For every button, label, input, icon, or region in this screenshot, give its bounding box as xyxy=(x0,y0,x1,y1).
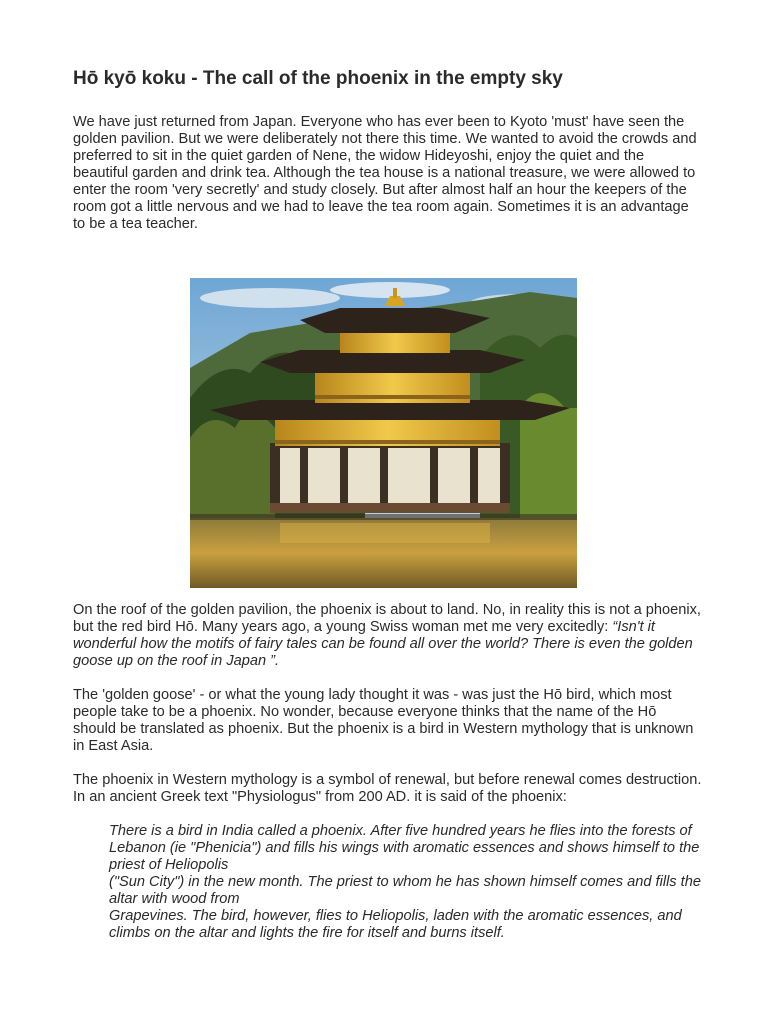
intro-paragraph: We have just returned from Japan. Everyone who has ever been to Kyoto 'must' have seen the golden pavilion. But we were deliberately not there this time. We wanted to avoid the crowds and preferred to sit in the quiet garden of Nene, the widow Hideyoshi, enjoy the quiet and the beautiful garden and drink tea. Although the tea house is a national treasure, we were allowed to enter the room 'very secretly' and study closely. But after almost half an hour the keepers of the room got a little nervous and we had to leave the tea room again. Sometimes it is an advantage to be a tea teacher. xyxy=(73,114,697,232)
quote-line: There is a bird in India called a phoenix. After five hundred years he flies into the forests of Lebanon (ie "Phenicia") and fills his wings with aromatic essences and shows himself to the priest of Heliopolis xyxy=(109,823,700,873)
physiologus-quote xyxy=(109,823,709,942)
swiss-woman-quote: “Isn't it wonderful how the motifs of fairy tales can be found all over the world? There is even the golden goose up on the roof in Japan ”. xyxy=(73,619,693,669)
article-title: Hō kyō koku - The call of the phoenix in the empty sky xyxy=(73,68,563,89)
western-mythology-paragraph: The phoenix in Western mythology is a symbol of renewal, but before renewal comes destruction. In an ancient Greek text "Physiologus" from 200 AD. it is said of the phoenix: xyxy=(73,772,702,805)
golden-pavilion-photo xyxy=(190,278,577,588)
quote-line: Grapevines. The bird, however, flies to Heliopolis, laden with the aromatic essences, and climbs on the altar and lights the fire for itself and burns itself. xyxy=(109,908,682,941)
article xyxy=(73,66,703,942)
phoenix-paragraph: On the roof of the golden pavilion, the phoenix is about to land. No, in reality this is not a phoenix, but the red bird Hō. Many years ago, a young Swiss woman met me very excitedly: “Isn't it wonderful how the motifs of fairy tales can be found all over the world? There is even the golden goose up on the roof in Japan ”. xyxy=(73,602,701,669)
quote-line: ("Sun City") in the new month. The priest to whom he has shown himself comes and fills the altar with wood from xyxy=(109,874,701,907)
golden-goose-paragraph: The 'golden goose' - or what the young lady thought it was - was just the Hō bird, which most people take to be a phoenix. No wonder, because everyone thinks that the name of the Hō should be translated as phoenix. But the phoenix is a bird in Western mythology that is unknown in East Asia. xyxy=(73,687,694,754)
